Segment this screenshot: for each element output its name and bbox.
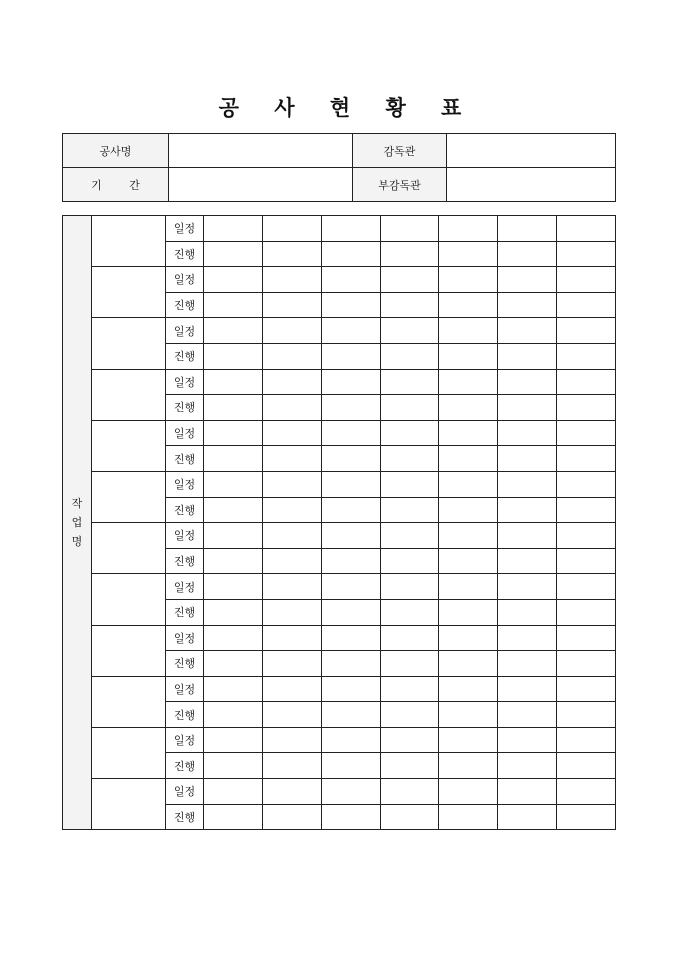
schedule-row-label: 일정: [166, 625, 204, 651]
table-row: [63, 727, 616, 753]
period-cell[interactable]: [439, 625, 498, 651]
period-cell[interactable]: [439, 753, 498, 779]
task-name-cell[interactable]: [92, 523, 166, 574]
period-cell[interactable]: [204, 369, 263, 395]
period-cell[interactable]: [204, 804, 263, 830]
period-cell[interactable]: [204, 216, 263, 242]
period-cell[interactable]: [439, 395, 498, 421]
progress-row-label: 진행: [166, 599, 204, 625]
period-cell[interactable]: [498, 318, 557, 344]
period-cell[interactable]: [381, 420, 439, 446]
task-name-cell[interactable]: [92, 318, 166, 369]
period-cell[interactable]: [204, 753, 263, 779]
period-cell[interactable]: [204, 779, 263, 805]
period-cell[interactable]: [322, 471, 381, 497]
period-cell[interactable]: [322, 625, 381, 651]
period-cell[interactable]: [498, 267, 557, 293]
schedule-row-label: 일정: [166, 267, 204, 293]
period-cell[interactable]: [204, 318, 263, 344]
period-cell[interactable]: [557, 651, 616, 677]
period-cell[interactable]: [381, 548, 439, 574]
table-row: [63, 625, 616, 651]
period-cell[interactable]: [439, 446, 498, 472]
period-cell[interactable]: [498, 574, 557, 600]
period-cell[interactable]: [557, 267, 616, 293]
supervisor-label: 감독관: [353, 134, 447, 168]
period-cell[interactable]: [263, 267, 322, 293]
period-cell[interactable]: [381, 318, 439, 344]
period-cell[interactable]: [322, 216, 381, 242]
period-cell[interactable]: [557, 625, 616, 651]
period-cell[interactable]: [439, 804, 498, 830]
period-cell[interactable]: [204, 676, 263, 702]
progress-row-label: 진행: [166, 651, 204, 677]
period-cell[interactable]: [322, 523, 381, 549]
period-cell[interactable]: [557, 753, 616, 779]
period-cell[interactable]: [557, 727, 616, 753]
period-cell[interactable]: [263, 625, 322, 651]
period-cell[interactable]: [263, 216, 322, 242]
period-cell[interactable]: [381, 804, 439, 830]
period-cell[interactable]: [439, 779, 498, 805]
period-cell[interactable]: [439, 420, 498, 446]
task-name-side-label: [63, 216, 92, 830]
period-cell[interactable]: [263, 395, 322, 421]
period-cell[interactable]: [263, 753, 322, 779]
task-name-cell[interactable]: [92, 216, 166, 267]
period-cell[interactable]: [263, 292, 322, 318]
period-cell[interactable]: [439, 727, 498, 753]
period-cell[interactable]: [498, 471, 557, 497]
period-cell[interactable]: [439, 651, 498, 677]
task-name-cell[interactable]: [92, 471, 166, 522]
period-cell[interactable]: [204, 241, 263, 267]
period-cell[interactable]: [381, 702, 439, 728]
period-cell[interactable]: [557, 369, 616, 395]
side-label-text: 작업명: [71, 497, 83, 549]
period-cell[interactable]: [498, 753, 557, 779]
period-label: 기 간: [63, 168, 169, 202]
period-cell[interactable]: [263, 241, 322, 267]
project-info-row: [63, 168, 616, 202]
task-name-cell[interactable]: [92, 267, 166, 318]
table-row: [63, 267, 616, 293]
period-cell[interactable]: [498, 804, 557, 830]
period-cell[interactable]: [439, 343, 498, 369]
period-cell[interactable]: [381, 753, 439, 779]
period-cell[interactable]: [204, 625, 263, 651]
period-cell[interactable]: [381, 395, 439, 421]
period-cell[interactable]: [439, 369, 498, 395]
schedule-row-label: 일정: [166, 216, 204, 242]
period-cell[interactable]: [439, 702, 498, 728]
period-cell[interactable]: [498, 241, 557, 267]
period-cell[interactable]: [381, 779, 439, 805]
period-cell[interactable]: [263, 804, 322, 830]
period-cell[interactable]: [204, 420, 263, 446]
period-cell[interactable]: [498, 651, 557, 677]
task-name-cell[interactable]: [92, 727, 166, 778]
period-cell[interactable]: [557, 420, 616, 446]
period-cell[interactable]: [498, 625, 557, 651]
period-cell[interactable]: [204, 395, 263, 421]
period-cell[interactable]: [322, 267, 381, 293]
period-cell[interactable]: [439, 267, 498, 293]
progress-row-label: 진행: [166, 702, 204, 728]
period-cell[interactable]: [263, 599, 322, 625]
period-field[interactable]: [169, 168, 353, 202]
period-cell[interactable]: [322, 599, 381, 625]
period-cell[interactable]: [557, 548, 616, 574]
period-cell[interactable]: [263, 651, 322, 677]
table-row: [63, 676, 616, 702]
period-cell[interactable]: [204, 292, 263, 318]
period-cell[interactable]: [439, 318, 498, 344]
table-row: [63, 369, 616, 395]
task-name-cell[interactable]: [92, 625, 166, 676]
period-cell[interactable]: [439, 292, 498, 318]
period-cell[interactable]: [204, 651, 263, 677]
period-cell[interactable]: [322, 343, 381, 369]
period-cell[interactable]: [322, 727, 381, 753]
period-cell[interactable]: [204, 343, 263, 369]
period-cell[interactable]: [322, 651, 381, 677]
period-cell[interactable]: [381, 369, 439, 395]
period-cell[interactable]: [498, 292, 557, 318]
task-name-cell[interactable]: [92, 676, 166, 727]
progress-row-label: 진행: [166, 446, 204, 472]
period-cell[interactable]: [204, 471, 263, 497]
period-cell[interactable]: [381, 241, 439, 267]
period-cell[interactable]: [498, 395, 557, 421]
period-cell[interactable]: [263, 702, 322, 728]
period-cell[interactable]: [439, 574, 498, 600]
period-cell[interactable]: [322, 446, 381, 472]
schedule-row-label: 일정: [166, 369, 204, 395]
table-row: [63, 420, 616, 446]
period-cell[interactable]: [204, 497, 263, 523]
table-row: [63, 779, 616, 805]
period-cell[interactable]: [381, 599, 439, 625]
table-row: [63, 318, 616, 344]
period-cell[interactable]: [381, 727, 439, 753]
period-cell[interactable]: [439, 523, 498, 549]
period-cell[interactable]: [322, 497, 381, 523]
progress-row-label: 진행: [166, 395, 204, 421]
project-name-label: 공사명: [63, 134, 169, 168]
schedule-row-label: 일정: [166, 471, 204, 497]
period-cell[interactable]: [498, 676, 557, 702]
table-row: [63, 523, 616, 549]
period-cell[interactable]: [498, 702, 557, 728]
period-cell[interactable]: [557, 216, 616, 242]
schedule-row-label: 일정: [166, 523, 204, 549]
deputy-supervisor-label: 부감독관: [353, 168, 447, 202]
period-cell[interactable]: [498, 727, 557, 753]
period-cell[interactable]: [322, 548, 381, 574]
schedule-row-label: 일정: [166, 420, 204, 446]
period-cell[interactable]: [557, 446, 616, 472]
period-cell[interactable]: [322, 369, 381, 395]
period-cell[interactable]: [204, 548, 263, 574]
supervisor-field[interactable]: [447, 134, 616, 168]
period-cell[interactable]: [498, 548, 557, 574]
schedule-table: [62, 215, 616, 830]
period-cell[interactable]: [557, 804, 616, 830]
progress-row-label: 진행: [166, 804, 204, 830]
period-cell[interactable]: [322, 779, 381, 805]
period-cell[interactable]: [322, 804, 381, 830]
period-cell[interactable]: [498, 599, 557, 625]
period-cell[interactable]: [204, 267, 263, 293]
period-cell[interactable]: [557, 471, 616, 497]
period-cell[interactable]: [322, 318, 381, 344]
period-cell[interactable]: [557, 599, 616, 625]
period-cell[interactable]: [557, 343, 616, 369]
task-name-cell[interactable]: [92, 420, 166, 471]
period-cell[interactable]: [322, 702, 381, 728]
period-cell[interactable]: [557, 241, 616, 267]
period-cell[interactable]: [498, 497, 557, 523]
period-cell[interactable]: [498, 779, 557, 805]
period-cell[interactable]: [557, 395, 616, 421]
period-cell[interactable]: [263, 471, 322, 497]
page-title: 공 사 현 황 표: [218, 96, 476, 120]
period-cell[interactable]: [204, 727, 263, 753]
period-cell[interactable]: [322, 676, 381, 702]
period-cell[interactable]: [263, 369, 322, 395]
period-cell[interactable]: [557, 676, 616, 702]
period-cell[interactable]: [381, 471, 439, 497]
period-cell[interactable]: [263, 318, 322, 344]
period-cell[interactable]: [439, 497, 498, 523]
period-cell[interactable]: [439, 548, 498, 574]
project-name-field[interactable]: [169, 134, 353, 168]
period-cell[interactable]: [498, 446, 557, 472]
period-cell[interactable]: [204, 523, 263, 549]
period-cell[interactable]: [557, 574, 616, 600]
progress-row-label: 진행: [166, 548, 204, 574]
progress-row-label: 진행: [166, 343, 204, 369]
task-name-cell[interactable]: [92, 369, 166, 420]
period-cell[interactable]: [381, 676, 439, 702]
period-cell[interactable]: [263, 523, 322, 549]
period-cell[interactable]: [381, 651, 439, 677]
period-cell[interactable]: [263, 343, 322, 369]
period-cell[interactable]: [322, 753, 381, 779]
schedule-row-label: 일정: [166, 574, 204, 600]
period-cell[interactable]: [322, 292, 381, 318]
task-name-cell[interactable]: [92, 574, 166, 625]
period-cell[interactable]: [381, 574, 439, 600]
period-cell[interactable]: [439, 216, 498, 242]
period-cell[interactable]: [204, 446, 263, 472]
period-cell[interactable]: [263, 676, 322, 702]
progress-row-label: 진행: [166, 241, 204, 267]
project-info-table: [62, 133, 616, 202]
period-cell[interactable]: [204, 599, 263, 625]
period-cell[interactable]: [263, 727, 322, 753]
period-cell[interactable]: [381, 497, 439, 523]
period-cell[interactable]: [498, 216, 557, 242]
schedule-row-label: 일정: [166, 676, 204, 702]
progress-row-label: 진행: [166, 497, 204, 523]
schedule-row-label: 일정: [166, 318, 204, 344]
project-info-row: [63, 134, 616, 168]
period-cell[interactable]: [381, 216, 439, 242]
schedule-row-label: 일정: [166, 779, 204, 805]
period-cell[interactable]: [263, 574, 322, 600]
period-cell[interactable]: [322, 395, 381, 421]
period-cell[interactable]: [557, 292, 616, 318]
period-cell[interactable]: [322, 241, 381, 267]
period-cell[interactable]: [263, 420, 322, 446]
period-cell[interactable]: [498, 369, 557, 395]
period-cell[interactable]: [263, 446, 322, 472]
period-cell[interactable]: [263, 779, 322, 805]
period-cell[interactable]: [557, 702, 616, 728]
period-cell[interactable]: [557, 523, 616, 549]
period-cell[interactable]: [263, 548, 322, 574]
progress-row-label: 진행: [166, 753, 204, 779]
period-cell[interactable]: [498, 420, 557, 446]
period-cell[interactable]: [381, 267, 439, 293]
table-row: [63, 574, 616, 600]
period-cell[interactable]: [439, 471, 498, 497]
period-cell[interactable]: [557, 779, 616, 805]
period-cell[interactable]: [439, 676, 498, 702]
period-cell[interactable]: [498, 343, 557, 369]
period-cell[interactable]: [439, 241, 498, 267]
table-row: [63, 471, 616, 497]
period-cell[interactable]: [204, 574, 263, 600]
period-cell[interactable]: [263, 497, 322, 523]
period-cell[interactable]: [498, 523, 557, 549]
table-row: [63, 216, 616, 242]
period-cell[interactable]: [204, 702, 263, 728]
period-cell[interactable]: [557, 497, 616, 523]
period-cell[interactable]: [381, 343, 439, 369]
schedule-row-label: 일정: [166, 727, 204, 753]
period-cell[interactable]: [439, 599, 498, 625]
period-cell[interactable]: [381, 523, 439, 549]
deputy-supervisor-field[interactable]: [447, 168, 616, 202]
period-cell[interactable]: [557, 318, 616, 344]
period-cell[interactable]: [322, 420, 381, 446]
progress-row-label: 진행: [166, 292, 204, 318]
period-cell[interactable]: [381, 625, 439, 651]
period-cell[interactable]: [381, 292, 439, 318]
task-name-cell[interactable]: [92, 779, 166, 830]
period-cell[interactable]: [322, 574, 381, 600]
period-cell[interactable]: [381, 446, 439, 472]
